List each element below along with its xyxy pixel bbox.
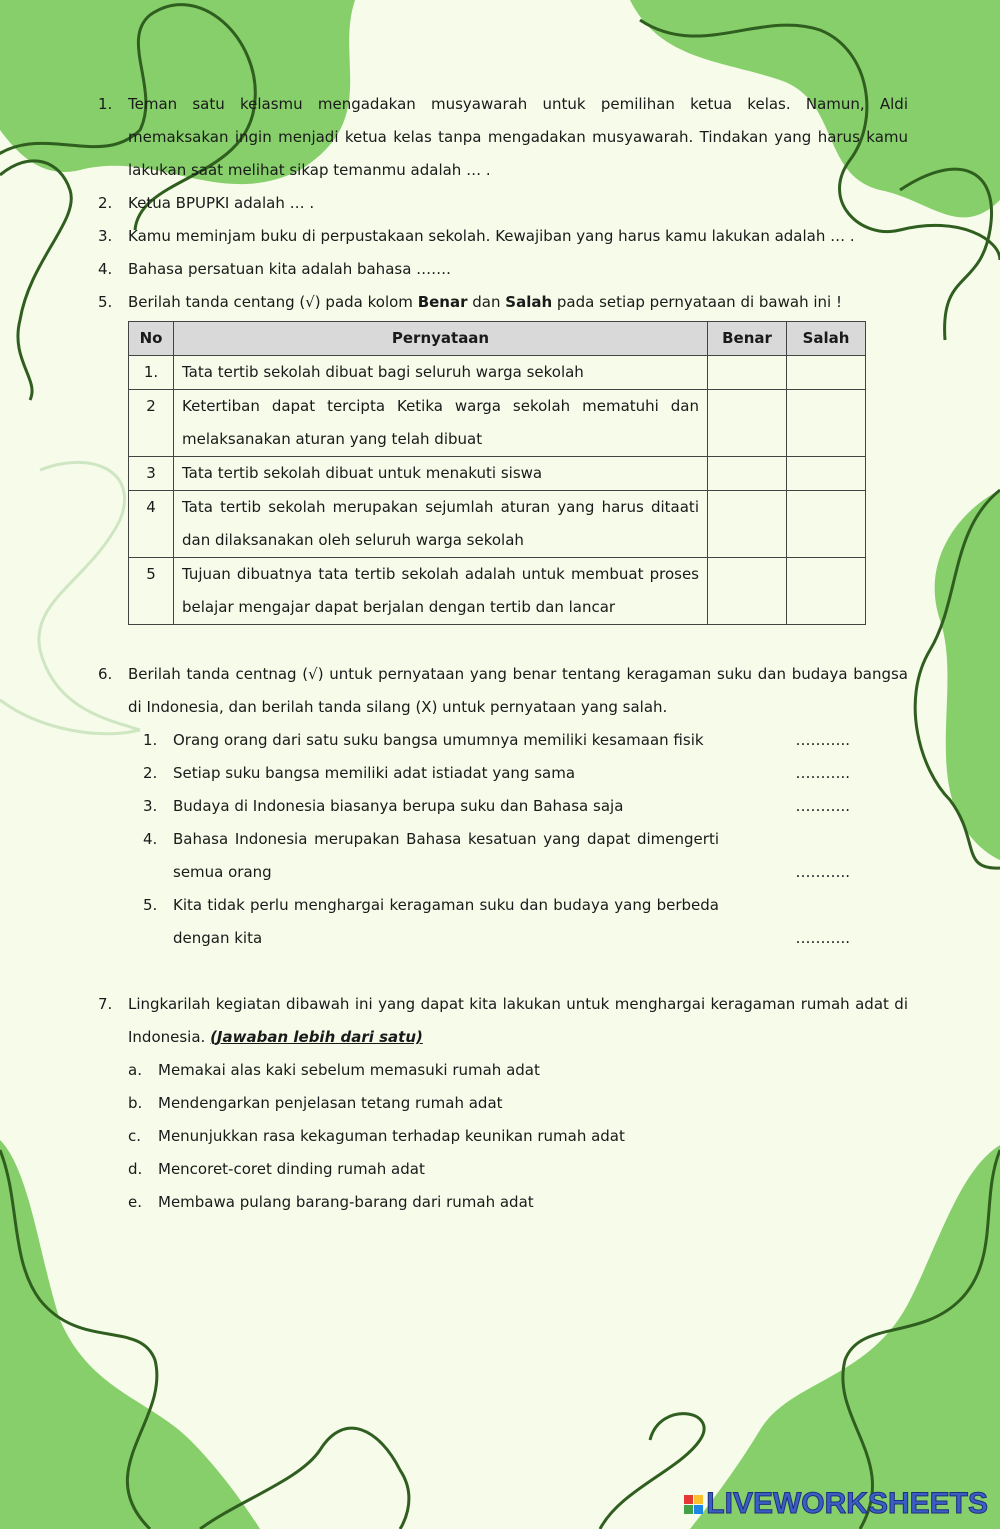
benar-answer-cell[interactable] [708,390,787,457]
instruction-note: (Jawaban lebih dari satu) [210,1028,423,1046]
question-text: Berilah tanda centang (√) pada kolom Benar dan Salah pada setiap pernyataan di bawah ini ! [128,293,842,311]
answer-blank[interactable]: ……….. [795,797,850,815]
question-3 [98,220,908,253]
option-b[interactable] [128,1087,908,1120]
row-statement: Ketertiban dapat tercipta Ketika warga sekolah mematuhi dan melaksanakan aturan yang telah dibuat [174,390,708,457]
row-number: 3 [129,457,174,491]
item-text: Bahasa Indonesia merupakan Bahasa kesatuan yang dapat dimengerti semua orang [173,830,719,881]
question-number: 4. [98,260,113,278]
option-c[interactable] [128,1120,908,1153]
question-text: Ketua BPUPKI adalah … . [128,194,315,212]
worksheet-content [98,88,908,1219]
question-number: 6. [98,665,113,683]
option-d[interactable] [128,1153,908,1186]
item-number: 4. [143,830,158,848]
benar-answer-cell[interactable] [708,558,787,625]
item-number: 5. [143,896,158,914]
question-1 [98,88,908,187]
answer-blank[interactable]: ……….. [795,731,850,749]
option-letter: e. [128,1193,142,1211]
row-statement: Tujuan dibuatnya tata tertib sekolah adalah untuk membuat proses belajar mengajar dapat berjalan dengan tertib dan lancar [174,558,708,625]
salah-answer-cell[interactable] [787,390,866,457]
true-false-table [128,321,866,625]
question-number: 2. [98,194,113,212]
question-7 [98,988,908,1054]
salah-answer-cell[interactable] [787,558,866,625]
list-item [143,757,908,790]
question-text: Lingkarilah kegiatan dibawah ini yang dapat kita lakukan untuk menghargai keragaman rumah adat di Indonesia. (Jawaban lebih dari satu) [128,995,908,1046]
item-number: 1. [143,731,158,749]
brand-name: LIVEWORKSHEETS [706,1487,988,1520]
question-2 [98,187,908,220]
question-6 [98,658,908,724]
option-letter: b. [128,1094,143,1112]
header-benar: Benar [708,322,787,356]
option-letter: a. [128,1061,142,1079]
list-item [143,889,908,955]
item-number: 3. [143,797,158,815]
question-text: Kamu meminjam buku di perpustakaan sekolah. Kewajiban yang harus kamu lakukan adalah … . [128,227,855,245]
liveworksheets-logo-icon [684,1495,703,1514]
row-number: 2 [129,390,174,457]
option-e[interactable] [128,1186,908,1219]
benar-answer-cell[interactable] [708,356,787,390]
header-salah: Salah [787,322,866,356]
row-number: 1. [129,356,174,390]
item-text: Orang orang dari satu suku bangsa umumnya memiliki kesamaan fisik [173,731,704,749]
leaf-shape-right [935,490,1000,860]
keyword-benar: Benar [417,293,468,311]
table-row [129,457,866,491]
option-text: Mencoret-coret dinding rumah adat [158,1160,425,1178]
salah-answer-cell[interactable] [787,491,866,558]
option-letter: d. [128,1160,143,1178]
item-text: Budaya di Indonesia biasanya berupa suku dan Bahasa saja [173,797,624,815]
answer-blank[interactable]: ……….. [795,863,850,881]
item-text: Setiap suku bangsa memiliki adat istiadat yang sama [173,764,576,782]
list-item [143,724,908,757]
answer-blank[interactable]: ……….. [795,929,850,947]
question-4 [98,253,908,286]
question-text: Bahasa persatuan kita adalah bahasa ……. [128,260,451,278]
option-text: Menunjukkan rasa kekaguman terhadap keunikan rumah adat [158,1127,625,1145]
option-a[interactable] [128,1054,908,1087]
item-text: Kita tidak perlu menghargai keragaman suku dan budaya yang berbeda dengan kita [173,896,719,947]
keyword-salah: Salah [505,293,553,311]
liveworksheets-brand [684,1487,988,1521]
answer-blank[interactable]: ……….. [795,764,850,782]
table-header-row [129,322,866,356]
salah-answer-cell[interactable] [787,457,866,491]
question-text: Teman satu kelasmu mengadakan musyawarah untuk pemilihan ketua kelas. Namun, Aldi memaksakan ingin menjadi ketua kelas tanpa mengadakan musyawarah. Tindakan yang harus kamu lakukan saat melihat sikap temanmu adalah … . [128,95,908,179]
header-statement: Pernyataan [174,322,708,356]
list-item [143,823,908,889]
row-number: 4 [129,491,174,558]
header-no: No [129,322,174,356]
table-row [129,491,866,558]
benar-answer-cell[interactable] [708,491,787,558]
option-text: Memakai alas kaki sebelum memasuki rumah adat [158,1061,540,1079]
table-row [129,558,866,625]
row-statement: Tata tertib sekolah dibuat bagi seluruh warga sekolah [174,356,708,390]
table-row [129,356,866,390]
question-5 [98,286,908,319]
item-number: 2. [143,764,158,782]
question-number: 3. [98,227,113,245]
option-text: Membawa pulang barang-barang dari rumah adat [158,1193,534,1211]
question-number: 1. [98,95,113,113]
option-letter: c. [128,1127,142,1145]
list-item [143,790,908,823]
row-statement: Tata tertib sekolah dibuat untuk menakuti siswa [174,457,708,491]
row-number: 5 [129,558,174,625]
table-row [129,390,866,457]
question-number: 7. [98,995,113,1013]
benar-answer-cell[interactable] [708,457,787,491]
question-text: Berilah tanda centnag (√) untuk pernyataan yang benar tentang keragaman suku dan budaya bangsa di Indonesia, dan berilah tanda silang (X) untuk pernyataan yang salah. [128,665,908,716]
option-text: Mendengarkan penjelasan tetang rumah adat [158,1094,503,1112]
row-statement: Tata tertib sekolah merupakan sejumlah aturan yang harus ditaati dan dilaksanakan oleh seluruh warga sekolah [174,491,708,558]
question-number: 5. [98,293,113,311]
salah-answer-cell[interactable] [787,356,866,390]
